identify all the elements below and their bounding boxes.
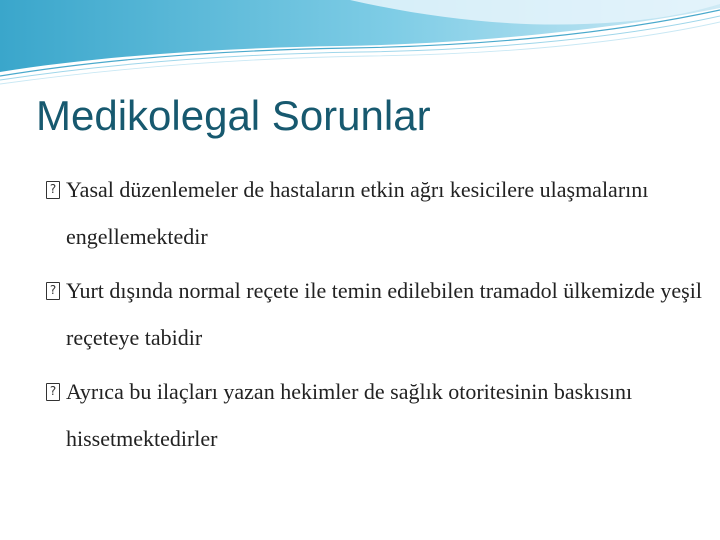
- bullet-marker-icon: ?: [46, 282, 60, 300]
- bullet-item: [46, 267, 706, 361]
- bullet-text: Yasal düzenlemeler de hastaların etkin ağrı kesicilere ulaşmalarını engellemektedir: [66, 177, 649, 249]
- bullet-list: [46, 166, 706, 469]
- bullet-text: Ayrıca bu ilaçları yazan hekimler de sağlık otoritesinin baskısını hissetmektedirler: [66, 379, 633, 451]
- slide-title: Medikolegal Sorunlar: [36, 92, 431, 139]
- bullet-item: [46, 368, 706, 462]
- bullet-marker-icon: ?: [46, 383, 60, 401]
- bullet-marker-icon: ?: [46, 181, 60, 199]
- bullet-text: Yurt dışında normal reçete ile temin edilebilen tramadol ülkemizde yeşil reçeteye tabidir: [66, 278, 702, 350]
- header-wave-decoration: [0, 0, 720, 90]
- bullet-item: [46, 166, 706, 260]
